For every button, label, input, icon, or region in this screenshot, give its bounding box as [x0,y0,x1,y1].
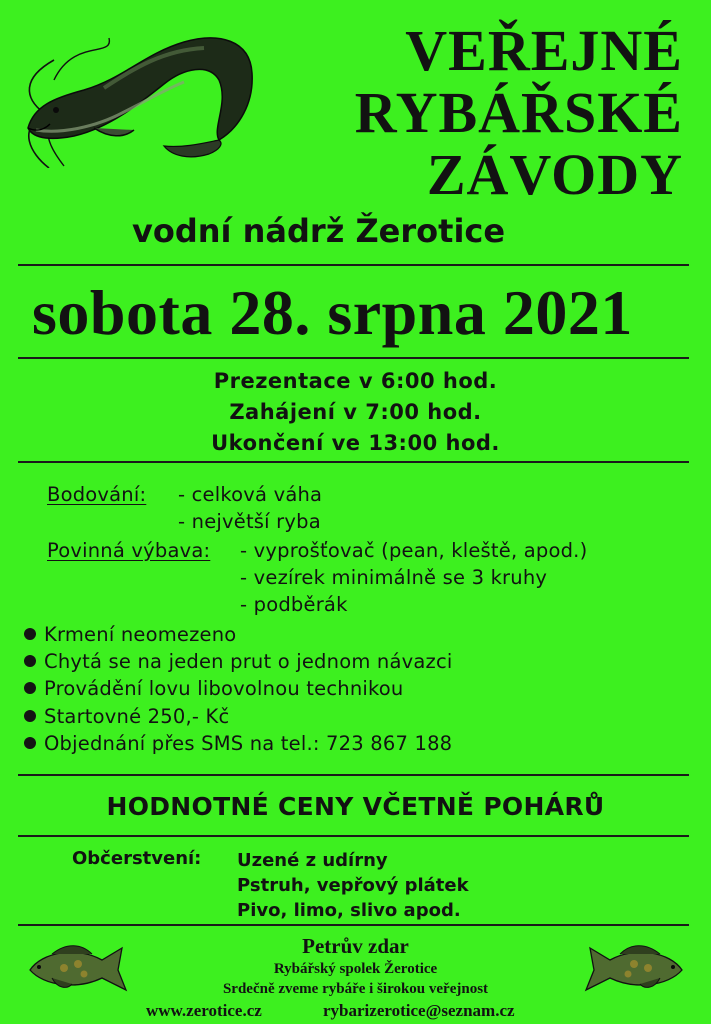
bullet-dot-icon [24,655,36,667]
title-line-2: RYBÁŘSKÉ [354,80,683,145]
bullet-item: Objednání přes SMS na tel.: 723 867 188 [24,730,452,757]
bullet-item: Provádění lovu libovolnou technikou [24,675,404,702]
schedule-item: Zahájení v 7:00 hod. [229,400,482,424]
event-date: sobota 28. srpna 2021 [32,277,633,348]
venue-subtitle: vodní nádrž Žerotice [132,212,506,250]
divider [18,835,689,837]
footer-organizer: Rybářský spolek Žerotice [273,961,438,977]
prizes-banner: HODNOTNÉ CENY VČETNĚ POHÁRŮ [106,792,605,821]
schedule-item: Ukončení ve 13:00 hod. [211,431,500,455]
refreshments-label: Občerstvení: [72,848,202,869]
footer-email[interactable]: rybarizerotice@seznam.cz [323,1001,515,1020]
bullet-dot-icon [24,737,36,749]
divider [18,924,689,926]
divider [18,461,689,463]
bullet-dot-icon [24,628,36,640]
scoring-label: Bodování: [47,483,147,506]
scoring-item: - největší ryba [178,510,321,533]
bullet-dot-icon [24,710,36,722]
scoring-item: - celková váha [178,483,323,506]
title-line-3: ZÁVODY [426,142,683,207]
footer-website[interactable]: www.zerotice.cz [146,1001,262,1020]
divider [18,357,689,359]
refreshment-item: Pstruh, vepřový plátek [237,875,469,896]
refreshment-item: Uzené z udírny [237,850,388,871]
bullet-item: Krmení neomezeno [24,621,236,648]
equipment-item: - vezírek minimálně se 3 kruhy [240,566,548,589]
schedule-item: Prezentace v 6:00 hod. [213,369,498,393]
equipment-label: Povinná výbava: [47,539,211,562]
refreshments-list [237,848,469,923]
divider [18,264,689,266]
bullet-item: Chytá se na jeden prut o jednom návazci [24,648,453,675]
title-line-1: VEŘEJNÉ [405,18,683,83]
bullet-item: Startovné 250,- Kč [24,703,229,730]
catfish-illustration [14,18,264,168]
footer-greeting: Petrův zdar [302,934,409,958]
equipment-item: - vyprošťovač (pean, kleště, apod.) [240,539,588,562]
equipment-item: - podběrák [240,593,348,616]
bullet-dot-icon [24,682,36,694]
divider [18,774,689,776]
refreshment-item: Pivo, limo, slivo apod. [237,900,461,921]
footer-invite: Srdečně zveme rybáře i širokou veřejnost [222,981,489,997]
